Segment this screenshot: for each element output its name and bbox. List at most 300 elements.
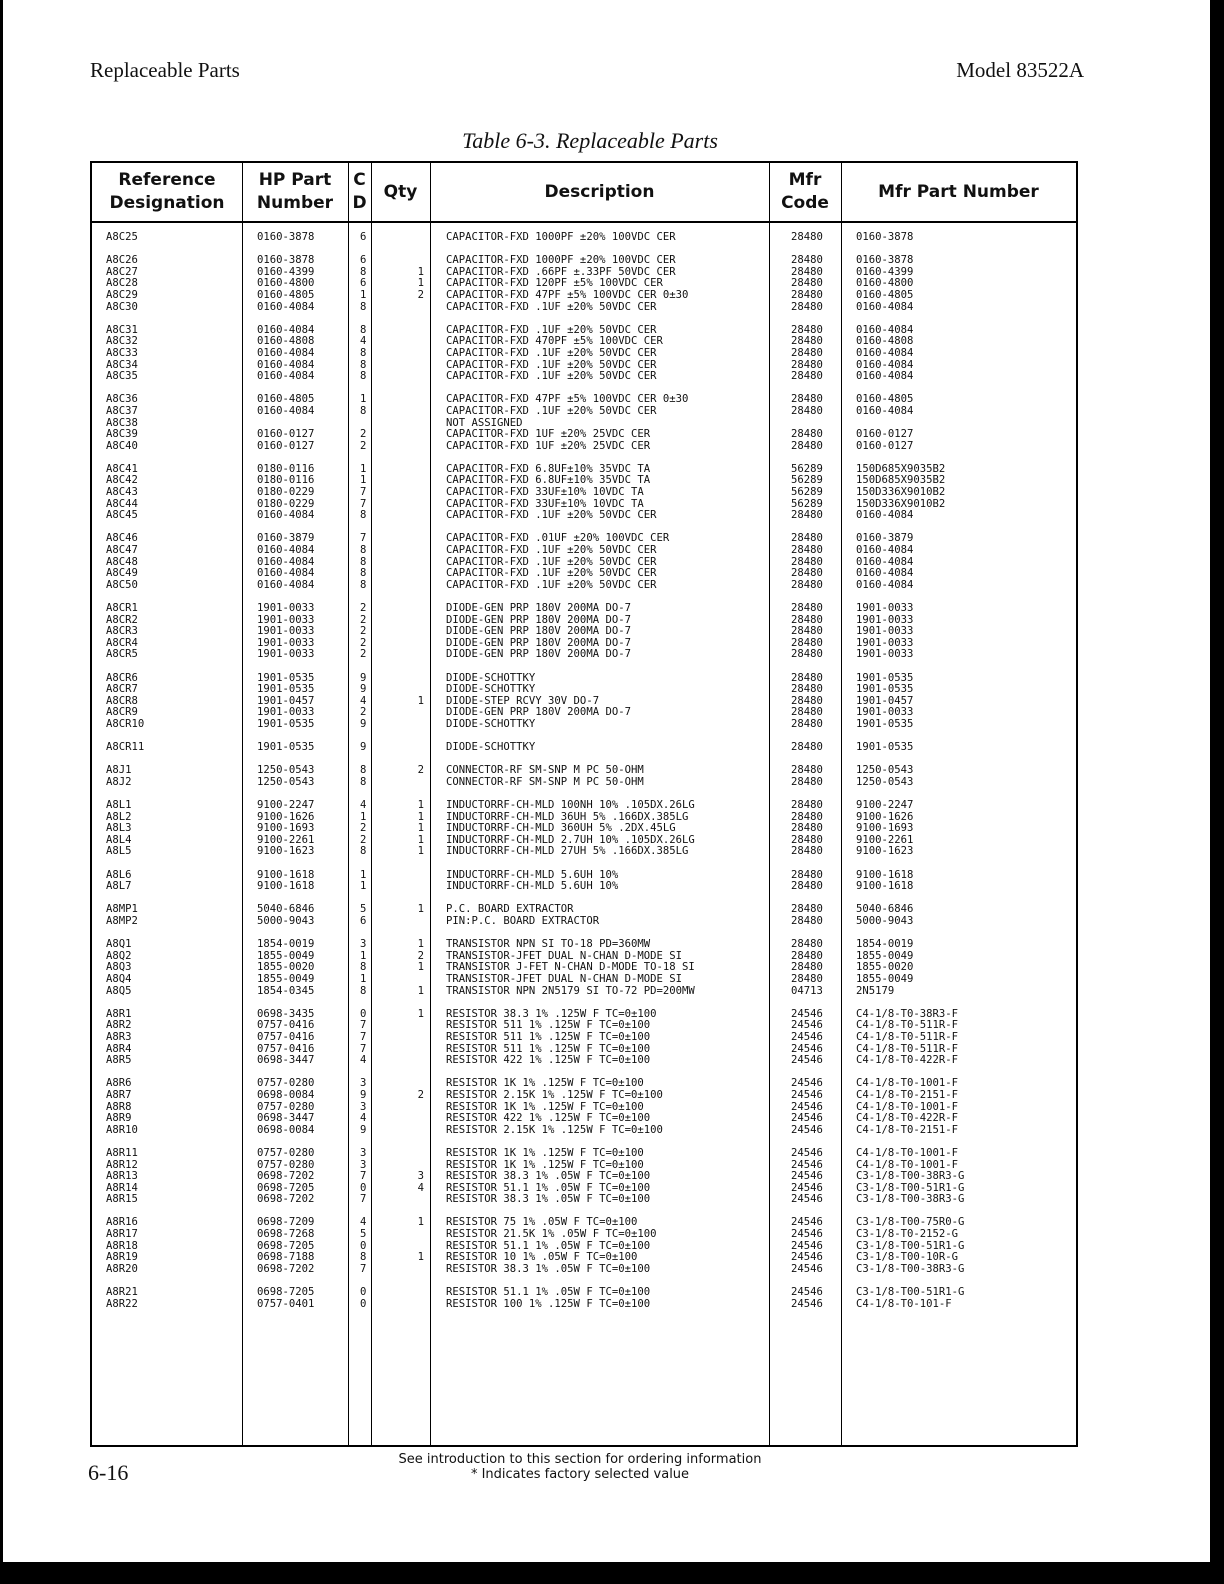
hp-part-cell: 0160-4084 — [257, 567, 315, 580]
description-cell: CAPACITOR-FXD .01UF ±20% 100VDC CER — [446, 532, 670, 545]
cd-cell: 7 — [360, 1030, 367, 1043]
cd-cell: 8 — [360, 845, 367, 858]
description-cell: CAPACITOR-FXD 47PF ±5% 100VDC CER 0±30 — [446, 393, 689, 406]
cd-cell: 7 — [360, 1019, 367, 1032]
cd-cell: 0 — [360, 1286, 367, 1299]
parts-group — [92, 939, 1076, 997]
hp-part-cell: 1901-0033 — [257, 602, 315, 614]
description-cell: TRANSISTOR NPN SI TO-18 PD=360MW — [446, 938, 651, 951]
mfr-part-number-cell: 0160-0127 — [856, 428, 914, 441]
reference-cell: A8R21 — [106, 1286, 138, 1299]
description-cell: TRANSISTOR J-FET N-CHAN D-MODE TO-18 SI — [446, 961, 695, 974]
mfr-part-number-cell: C3-1/8-T00-10R-G — [856, 1251, 959, 1264]
description-cell: TRANSISTOR-JFET DUAL N-CHAN D-MODE SI — [446, 949, 682, 962]
mfr-code-cell: 28480 — [791, 683, 823, 696]
mfr-code-cell: 24546 — [791, 1181, 823, 1194]
cd-cell: 1 — [360, 810, 367, 823]
mfr-part-number-cell: C4-1/8-T0-2151-F — [856, 1088, 959, 1101]
reference-cell: A8C32 — [106, 335, 138, 348]
hp-part-cell: 1250-0543 — [257, 764, 315, 777]
cd-cell: 3 — [360, 1158, 367, 1171]
reference-cell: A8R6 — [106, 1077, 132, 1090]
reference-cell: A8L1 — [106, 799, 132, 812]
hp-part-cell: 1901-0535 — [257, 741, 315, 754]
reference-cell: A8CR5 — [106, 648, 138, 661]
mfr-code-cell: 28480 — [791, 880, 823, 893]
parts-group — [92, 464, 1076, 522]
reference-cell: A8R20 — [106, 1262, 138, 1275]
table-row — [92, 1113, 1076, 1125]
mfr-part-number-cell: C4-1/8-T0-2151-F — [856, 1123, 959, 1136]
cd-cell: 7 — [360, 532, 367, 545]
mfr-code-cell: 28480 — [791, 532, 823, 545]
reference-cell: A8C29 — [106, 288, 138, 301]
mfr-code-cell: 56289 — [791, 486, 823, 499]
reference-cell: A8J2 — [106, 775, 132, 788]
reference-cell: A8R10 — [106, 1123, 138, 1136]
description-cell: INDUCTORRF-CH-MLD 5.6UH 10% — [446, 880, 619, 893]
table-row — [92, 545, 1076, 557]
qty-cell: 1 — [417, 961, 424, 974]
mfr-code-cell: 24546 — [791, 1297, 823, 1310]
hp-part-cell: 0698-7205 — [257, 1181, 315, 1194]
mfr-code-cell: 28480 — [791, 741, 823, 754]
description-cell: TRANSISTOR NPN 2N5179 SI TO-72 PD=200MW — [446, 984, 695, 997]
mfr-code-cell: 24546 — [791, 1042, 823, 1055]
reference-cell: A8C38 — [106, 416, 138, 429]
mfr-code-cell: 28480 — [791, 578, 823, 591]
table-row — [92, 846, 1076, 858]
mfr-code-cell: 28480 — [791, 625, 823, 638]
reference-cell: A8Q4 — [106, 973, 132, 985]
hp-part-cell: 0698-7205 — [257, 1239, 315, 1252]
mfr-code-cell: 28480 — [791, 706, 823, 719]
mfr-code-cell: 28480 — [791, 961, 823, 974]
table-row — [92, 1125, 1076, 1137]
mfr-part-number-cell: C3-1/8-T00-38R3-G — [856, 1262, 965, 1275]
description-cell: CAPACITOR-FXD 33UF±10% 10VDC TA — [446, 486, 644, 499]
col-header-mfr-code: Mfr Code — [781, 170, 829, 213]
reference-cell: A8C30 — [106, 300, 138, 313]
hp-part-cell: 1901-0033 — [257, 706, 315, 719]
mfr-code-cell: 24546 — [791, 1239, 823, 1252]
mfr-part-number-cell: C3-1/8-T00-75R0-G — [856, 1216, 965, 1229]
table-row — [92, 1287, 1076, 1299]
cd-cell: 8 — [360, 961, 367, 974]
reference-cell: A8C27 — [106, 265, 138, 278]
cd-cell: 1 — [360, 973, 367, 985]
mfr-part-number-cell: 0160-3878 — [856, 254, 914, 267]
hp-part-cell: 5040-6846 — [257, 903, 315, 916]
col-header-hp-part: HP Part Number — [256, 170, 334, 213]
mfr-part-number-cell: 1250-0543 — [856, 764, 914, 777]
cd-cell: 9 — [360, 717, 367, 730]
mfr-code-cell: 24546 — [791, 1077, 823, 1090]
mfr-part-number-cell: 0160-4084 — [856, 404, 914, 417]
mfr-code-cell: 28480 — [791, 300, 823, 313]
hp-part-cell: 1901-0535 — [257, 717, 315, 730]
description-cell: CONNECTOR-RF SM-SNP M PC 50-OHM — [446, 775, 644, 788]
header-rule — [92, 221, 1076, 223]
description-cell: DIODE-SCHOTTKY — [446, 683, 536, 696]
hp-part-cell: 0160-3879 — [257, 532, 315, 545]
description-cell: RESISTOR 422 1% .125W F TC=0±100 — [446, 1112, 651, 1125]
mfr-part-number-cell: 9100-1618 — [856, 868, 914, 881]
cd-cell: 8 — [360, 265, 367, 278]
mfr-code-cell: 28480 — [791, 277, 823, 290]
description-cell: RESISTOR 511 1% .125W F TC=0±100 — [446, 1030, 651, 1043]
mfr-code-cell: 28480 — [791, 973, 823, 985]
qty-cell: 1 — [417, 903, 424, 916]
mfr-code-cell: 28480 — [791, 613, 823, 626]
reference-cell: A8R17 — [106, 1228, 138, 1241]
description-cell: RESISTOR 1K 1% .125W F TC=0±100 — [446, 1077, 644, 1090]
hp-part-cell: 9100-1626 — [257, 810, 315, 823]
description-cell: RESISTOR 38.3 1% .05W F TC=0±100 — [446, 1193, 651, 1206]
hp-part-cell: 0160-4084 — [257, 404, 315, 417]
table-row — [92, 429, 1076, 441]
page-number: 6-16 — [88, 1460, 129, 1485]
description-cell: CAPACITOR-FXD 470PF ±5% 100VDC CER — [446, 335, 663, 348]
table-row — [92, 371, 1076, 383]
mfr-code-cell: 28480 — [791, 544, 823, 557]
cd-cell: 4 — [360, 1216, 367, 1229]
mfr-part-number-cell: 5040-6846 — [856, 903, 914, 916]
hp-part-cell: 0698-0084 — [257, 1123, 315, 1136]
table-row — [92, 707, 1076, 719]
mfr-part-number-cell: 150D336X9010B2 — [856, 486, 946, 499]
mfr-part-number-cell: 0160-4084 — [856, 323, 914, 336]
cd-cell: 8 — [360, 323, 367, 336]
description-cell: INDUCTORRF-CH-MLD 27UH 5% .166DX.385LG — [446, 845, 689, 858]
mfr-code-cell: 24546 — [791, 1112, 823, 1125]
description-cell: CAPACITOR-FXD .1UF ±20% 50VDC CER — [446, 509, 657, 522]
cd-cell: 6 — [360, 254, 367, 267]
parts-group — [92, 800, 1076, 858]
hp-part-cell: 0160-4399 — [257, 265, 315, 278]
table-row — [92, 1229, 1076, 1241]
reference-cell: A8R18 — [106, 1239, 138, 1252]
description-cell: CAPACITOR-FXD 6.8UF±10% 35VDC TA — [446, 474, 651, 487]
cd-cell: 3 — [360, 1077, 367, 1090]
mfr-code-cell: 28480 — [791, 439, 823, 452]
hp-part-cell: 0160-3878 — [257, 254, 315, 267]
cd-cell: 2 — [360, 822, 367, 835]
hp-part-cell: 1854-0019 — [257, 938, 315, 951]
reference-cell: A8CR8 — [106, 694, 138, 707]
description-cell: PIN:P.C. BOARD EXTRACTOR — [446, 915, 600, 928]
qty-cell: 4 — [417, 1181, 424, 1194]
running-header-left: Replaceable Parts — [90, 58, 240, 82]
mfr-code-cell: 24546 — [791, 1158, 823, 1171]
cd-cell: 9 — [360, 683, 367, 696]
cd-cell: 0 — [360, 1297, 367, 1310]
reference-cell: A8CR1 — [106, 602, 138, 614]
mfr-part-number-cell: 0160-3878 — [856, 231, 914, 243]
description-cell: RESISTOR 100 1% .125W F TC=0±100 — [446, 1297, 651, 1310]
cd-cell: 8 — [360, 300, 367, 313]
mfr-code-cell: 28480 — [791, 822, 823, 835]
hp-part-cell: 0160-0127 — [257, 439, 315, 452]
cd-cell: 0 — [360, 1239, 367, 1252]
cd-cell: 6 — [360, 277, 367, 290]
cd-cell: 7 — [360, 1193, 367, 1206]
cd-cell: 5 — [360, 903, 367, 916]
cd-cell: 2 — [360, 602, 367, 614]
mfr-part-number-cell: C3-1/8-T00-38R3-G — [856, 1170, 965, 1183]
description-cell: DIODE-GEN PRP 180V 200MA DO-7 — [446, 613, 631, 626]
mfr-part-number-cell: 0160-4084 — [856, 578, 914, 591]
description-cell: RESISTOR 38.3 1% .05W F TC=0±100 — [446, 1170, 651, 1183]
hp-part-cell: 0757-0280 — [257, 1146, 315, 1159]
description-cell: CAPACITOR-FXD .1UF ±20% 50VDC CER — [446, 544, 657, 557]
hp-part-cell: 0757-0416 — [257, 1019, 315, 1032]
reference-cell: A8C40 — [106, 439, 138, 452]
qty-cell: 1 — [417, 265, 424, 278]
mfr-part-number-cell: C4-1/8-T0-38R3-F — [856, 1007, 959, 1020]
description-cell: CAPACITOR-FXD 120PF ±5% 100VDC CER — [446, 277, 663, 290]
qty-cell: 1 — [417, 277, 424, 290]
reference-cell: A8R11 — [106, 1146, 138, 1159]
mfr-code-cell: 04713 — [791, 984, 823, 997]
hp-part-cell: 1855-0049 — [257, 949, 315, 962]
table-row — [92, 1090, 1076, 1102]
table-body — [92, 232, 1076, 1322]
reference-cell: A8C37 — [106, 404, 138, 417]
hp-part-cell: 0180-0116 — [257, 462, 315, 475]
cd-cell: 1 — [360, 868, 367, 881]
mfr-code-cell: 56289 — [791, 462, 823, 475]
cd-cell: 1 — [360, 949, 367, 962]
reference-cell: A8MP2 — [106, 915, 138, 928]
mfr-code-cell: 28480 — [791, 323, 823, 336]
qty-cell: 2 — [417, 288, 424, 301]
description-cell: RESISTOR 21.5K 1% .05W F TC=0±100 — [446, 1228, 657, 1241]
parts-group — [92, 673, 1076, 731]
hp-part-cell: 0698-0084 — [257, 1088, 315, 1101]
table-row — [92, 974, 1076, 986]
cd-cell: 8 — [360, 544, 367, 557]
mfr-code-cell: 28480 — [791, 810, 823, 823]
hp-part-cell: 5000-9043 — [257, 915, 315, 928]
cd-cell: 2 — [360, 636, 367, 649]
qty-cell: 2 — [417, 949, 424, 962]
cd-cell: 8 — [360, 567, 367, 580]
description-cell: NOT ASSIGNED — [446, 416, 523, 429]
reference-cell: A8CR11 — [106, 741, 145, 754]
hp-part-cell: 0160-3878 — [257, 231, 315, 243]
reference-cell: A8C28 — [106, 277, 138, 290]
hp-part-cell: 0698-3435 — [257, 1007, 315, 1020]
hp-part-cell: 1901-0457 — [257, 694, 315, 707]
hp-part-cell: 0698-3447 — [257, 1054, 315, 1067]
mfr-part-number-cell: 1901-0457 — [856, 694, 914, 707]
qty-cell: 1 — [417, 694, 424, 707]
table-row — [92, 673, 1076, 685]
mfr-part-number-cell: 0160-4084 — [856, 555, 914, 568]
cd-cell: 2 — [360, 625, 367, 638]
hp-part-cell: 0757-0416 — [257, 1030, 315, 1043]
description-cell: INDUCTORRF-CH-MLD 5.6UH 10% — [446, 868, 619, 881]
reference-cell: A8R12 — [106, 1158, 138, 1171]
description-cell: CAPACITOR-FXD .1UF ±20% 50VDC CER — [446, 404, 657, 417]
mfr-part-number-cell: 1855-0049 — [856, 973, 914, 985]
reference-cell: A8CR9 — [106, 706, 138, 719]
mfr-part-number-cell: C3-1/8-T00-51R1-G — [856, 1181, 965, 1194]
mfr-part-number-cell: 9100-1623 — [856, 845, 914, 858]
mfr-part-number-cell: C4-1/8-T0-101-F — [856, 1297, 952, 1310]
table-row — [92, 1264, 1076, 1276]
description-cell: DIODE-SCHOTTKY — [446, 717, 536, 730]
hp-part-cell: 0160-4084 — [257, 370, 315, 383]
mfr-part-number-cell: 5000-9043 — [856, 915, 914, 928]
cd-cell: 8 — [360, 370, 367, 383]
description-cell: CAPACITOR-FXD .1UF ±20% 50VDC CER — [446, 567, 657, 580]
description-cell: RESISTOR 51.1 1% .05W F TC=0±100 — [446, 1286, 651, 1299]
cd-cell: 9 — [360, 1088, 367, 1101]
parts-group — [92, 904, 1076, 927]
col-header-reference: Reference Designation — [109, 170, 225, 213]
hp-part-cell: 1250-0543 — [257, 775, 315, 788]
mfr-part-number-cell: 9100-2247 — [856, 799, 914, 812]
description-cell: RESISTOR 38.3 1% .05W F TC=0±100 — [446, 1262, 651, 1275]
hp-part-cell: 0160-4808 — [257, 335, 315, 348]
description-cell: DIODE-SCHOTTKY — [446, 741, 536, 754]
reference-cell: A8L3 — [106, 822, 132, 835]
mfr-part-number-cell: 2N5179 — [856, 984, 895, 997]
cd-cell: 4 — [360, 335, 367, 348]
description-cell: RESISTOR 51.1 1% .05W F TC=0±100 — [446, 1181, 651, 1194]
mfr-code-cell: 28480 — [791, 393, 823, 406]
mfr-part-number-cell: C4-1/8-T0-422R-F — [856, 1054, 959, 1067]
cd-cell: 9 — [360, 671, 367, 684]
parts-group — [92, 1287, 1076, 1310]
hp-part-cell: 0160-4084 — [257, 300, 315, 313]
reference-cell: A8C34 — [106, 358, 138, 371]
description-cell: DIODE-STEP RCVY 30V DO-7 — [446, 694, 600, 707]
cd-cell: 4 — [360, 1112, 367, 1125]
parts-group — [92, 1078, 1076, 1136]
mfr-code-cell: 28480 — [791, 265, 823, 278]
mfr-part-number-cell: C3-1/8-T00-51R1-G — [856, 1286, 965, 1299]
cd-cell: 6 — [360, 915, 367, 928]
mfr-part-number-cell: C4-1/8-T0-511R-F — [856, 1042, 959, 1055]
mfr-code-cell: 24546 — [791, 1088, 823, 1101]
reference-cell: A8R7 — [106, 1088, 132, 1101]
mfr-part-number-cell: 9100-1693 — [856, 822, 914, 835]
description-cell: CAPACITOR-FXD .1UF ±20% 50VDC CER — [446, 555, 657, 568]
reference-cell: A8L5 — [106, 845, 132, 858]
reference-cell: A8J1 — [106, 764, 132, 777]
mfr-part-number-cell: 1901-0033 — [856, 613, 914, 626]
cd-cell: 8 — [360, 555, 367, 568]
reference-cell: A8C44 — [106, 497, 138, 510]
hp-part-cell: 0160-4084 — [257, 346, 315, 359]
mfr-code-cell: 28480 — [791, 903, 823, 916]
description-cell: RESISTOR 511 1% .125W F TC=0±100 — [446, 1019, 651, 1032]
mfr-part-number-cell: 1901-0033 — [856, 625, 914, 638]
mfr-part-number-cell: C4-1/8-T0-1001-F — [856, 1158, 959, 1171]
hp-part-cell: 9100-2261 — [257, 833, 315, 846]
mfr-code-cell: 28480 — [791, 404, 823, 417]
cd-cell: 2 — [360, 428, 367, 441]
mfr-code-cell: 24546 — [791, 1054, 823, 1067]
cd-cell: 5 — [360, 1228, 367, 1241]
footer-note — [370, 1452, 790, 1482]
mfr-code-cell: 28480 — [791, 288, 823, 301]
qty-cell: 3 — [417, 1170, 424, 1183]
cd-cell: 9 — [360, 1123, 367, 1136]
qty-cell: 1 — [417, 1007, 424, 1020]
hp-part-cell: 0160-4084 — [257, 509, 315, 522]
mfr-part-number-cell: 0160-4084 — [856, 567, 914, 580]
cd-cell: 8 — [360, 984, 367, 997]
reference-cell: A8R19 — [106, 1251, 138, 1264]
description-cell: CAPACITOR-FXD 1UF ±20% 25VDC CER — [446, 428, 651, 441]
table-row — [92, 603, 1076, 615]
mfr-code-cell: 24546 — [791, 1170, 823, 1183]
reference-cell: A8R13 — [106, 1170, 138, 1183]
mfr-code-cell: 28480 — [791, 717, 823, 730]
description-cell: CAPACITOR-FXD .1UF ±20% 50VDC CER — [446, 578, 657, 591]
reference-cell: A8Q1 — [106, 938, 132, 951]
parts-group — [92, 232, 1076, 244]
mfr-code-cell: 24546 — [791, 1019, 823, 1032]
hp-part-cell: 1901-0033 — [257, 613, 315, 626]
mfr-code-cell: 28480 — [791, 509, 823, 522]
mfr-part-number-cell: 9100-1618 — [856, 880, 914, 893]
description-cell: RESISTOR 511 1% .125W F TC=0±100 — [446, 1042, 651, 1055]
cd-cell: 3 — [360, 938, 367, 951]
reference-cell: A8Q5 — [106, 984, 132, 997]
qty-cell: 2 — [417, 1088, 424, 1101]
mfr-code-cell: 28480 — [791, 845, 823, 858]
table-row — [92, 742, 1076, 754]
description-cell: RESISTOR 422 1% .125W F TC=0±100 — [446, 1054, 651, 1067]
cd-cell: 2 — [360, 613, 367, 626]
cd-cell: 3 — [360, 1100, 367, 1113]
reference-cell: A8R16 — [106, 1216, 138, 1229]
cd-cell: 8 — [360, 1251, 367, 1264]
description-cell: DIODE-GEN PRP 180V 200MA DO-7 — [446, 602, 631, 614]
scan-edge-right — [1210, 0, 1224, 1584]
cd-cell: 3 — [360, 1146, 367, 1159]
hp-part-cell: 0180-0229 — [257, 497, 315, 510]
mfr-part-number-cell: 0160-4084 — [856, 509, 914, 522]
table-row — [92, 1148, 1076, 1160]
mfr-part-number-cell: 0160-4084 — [856, 346, 914, 359]
reference-cell: A8C26 — [106, 254, 138, 267]
reference-cell: A8C36 — [106, 393, 138, 406]
reference-cell: A8R2 — [106, 1019, 132, 1032]
cd-cell: 1 — [360, 474, 367, 487]
mfr-part-number-cell: C4-1/8-T0-1001-F — [856, 1146, 959, 1159]
mfr-part-number-cell: 1855-0020 — [856, 961, 914, 974]
parts-table — [90, 161, 1078, 1447]
mfr-part-number-cell: 150D685X9035B2 — [856, 462, 946, 475]
parts-group — [92, 765, 1076, 788]
mfr-code-cell: 28480 — [791, 694, 823, 707]
hp-part-cell: 0180-0116 — [257, 474, 315, 487]
hp-part-cell: 0160-4084 — [257, 544, 315, 557]
mfr-part-number-cell: 1901-0033 — [856, 636, 914, 649]
table-row — [92, 406, 1076, 418]
description-cell: CAPACITOR-FXD 6.8UF±10% 35VDC TA — [446, 462, 651, 475]
cd-cell: 7 — [360, 486, 367, 499]
reference-cell: A8CR10 — [106, 717, 145, 730]
hp-part-cell: 9100-1618 — [257, 868, 315, 881]
reference-cell: A8C35 — [106, 370, 138, 383]
